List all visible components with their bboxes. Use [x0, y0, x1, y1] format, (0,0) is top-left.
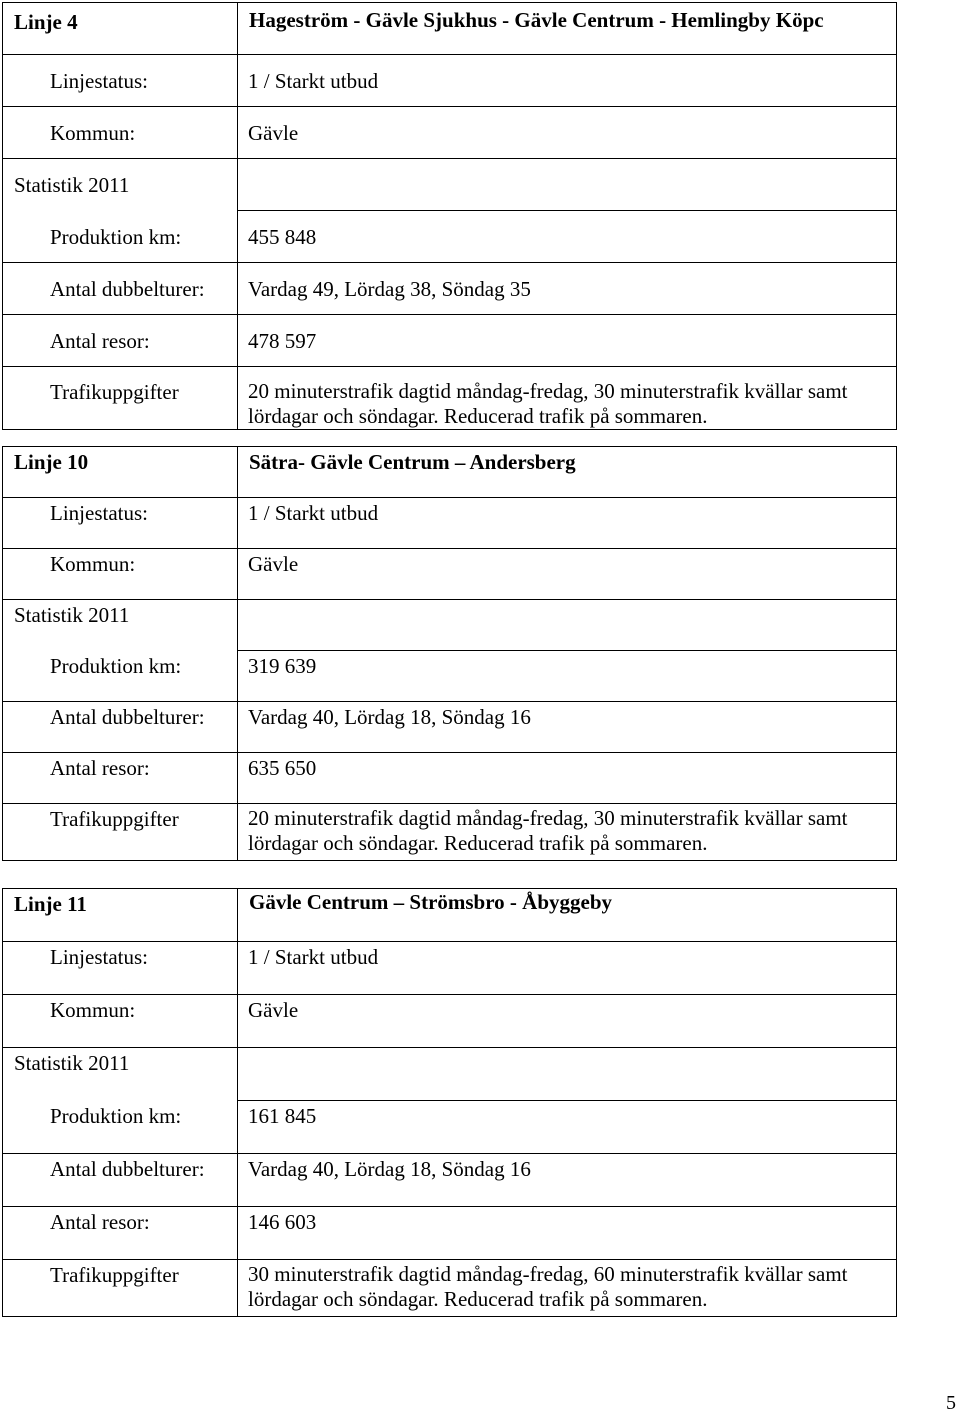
- production-value: 319 639: [238, 651, 897, 702]
- status-value: 1 / Starkt utbud: [238, 942, 897, 995]
- stats-empty-cell: [238, 600, 897, 651]
- municipality-label: Kommun:: [3, 549, 238, 600]
- page-number: 5: [946, 1392, 956, 1414]
- double-trips-value: Vardag 40, Lördag 18, Söndag 16: [238, 1154, 897, 1207]
- traffic-value: 20 minuterstrafik dagtid måndag-fredag, 30 minuterstrafik kvällar samt lördagar och söndagar. Reducerad trafik på sommaren.: [238, 367, 897, 430]
- double-trips-value: Vardag 49, Lördag 38, Söndag 35: [238, 263, 897, 315]
- status-label: Linjestatus:: [3, 55, 238, 107]
- production-label: Produktion km:: [3, 211, 238, 263]
- stats-label: Statistik 2011: [3, 1048, 238, 1101]
- municipality-label: Kommun:: [3, 107, 238, 159]
- production-value: 161 845: [238, 1101, 897, 1154]
- trips-label: Antal resor:: [3, 753, 238, 804]
- production-value: 455 848: [238, 211, 897, 263]
- traffic-label: Trafikuppgifter: [3, 804, 238, 861]
- municipality-value: Gävle: [238, 995, 897, 1048]
- trips-label: Antal resor:: [3, 1207, 238, 1260]
- line-table-linje-10: [2, 446, 897, 861]
- municipality-value: Gävle: [238, 107, 897, 159]
- trips-value: 635 650: [238, 753, 897, 804]
- stats-empty-cell: [238, 159, 897, 211]
- status-label: Linjestatus:: [3, 942, 238, 995]
- trips-value: 146 603: [238, 1207, 897, 1260]
- stats-empty-cell: [238, 1048, 897, 1101]
- line-table-linje-11: [2, 888, 897, 1317]
- route-name: Gävle Centrum – Strömsbro - Åbyggeby: [238, 889, 897, 942]
- double-trips-label: Antal dubbelturer:: [3, 702, 238, 753]
- traffic-label: Trafikuppgifter: [3, 367, 238, 430]
- line-label: Linje 10: [3, 447, 238, 498]
- trips-value: 478 597: [238, 315, 897, 367]
- production-label: Produktion km:: [3, 651, 238, 702]
- double-trips-label: Antal dubbelturer:: [3, 1154, 238, 1207]
- route-name: Hageström - Gävle Sjukhus - Gävle Centrum - Hemlingby Köpc: [238, 3, 897, 55]
- line-label: Linje 4: [3, 3, 238, 55]
- traffic-value: 30 minuterstrafik dagtid måndag-fredag, 60 minuterstrafik kvällar samt lördagar och söndagar. Reducerad trafik på sommaren.: [238, 1260, 897, 1317]
- municipality-value: Gävle: [238, 549, 897, 600]
- stats-label: Statistik 2011: [3, 600, 238, 651]
- trips-label: Antal resor:: [3, 315, 238, 367]
- line-table-linje-4: [2, 2, 897, 430]
- traffic-value: 20 minuterstrafik dagtid måndag-fredag, 30 minuterstrafik kvällar samt lördagar och söndagar. Reducerad trafik på sommaren.: [238, 804, 897, 861]
- municipality-label: Kommun:: [3, 995, 238, 1048]
- stats-label: Statistik 2011: [3, 159, 238, 211]
- status-label: Linjestatus:: [3, 498, 238, 549]
- double-trips-value: Vardag 40, Lördag 18, Söndag 16: [238, 702, 897, 753]
- production-label: Produktion km:: [3, 1101, 238, 1154]
- traffic-label: Trafikuppgifter: [3, 1260, 238, 1317]
- status-value: 1 / Starkt utbud: [238, 498, 897, 549]
- status-value: 1 / Starkt utbud: [238, 55, 897, 107]
- route-name: Sätra- Gävle Centrum – Andersberg: [238, 447, 897, 498]
- line-label: Linje 11: [3, 889, 238, 942]
- double-trips-label: Antal dubbelturer:: [3, 263, 238, 315]
